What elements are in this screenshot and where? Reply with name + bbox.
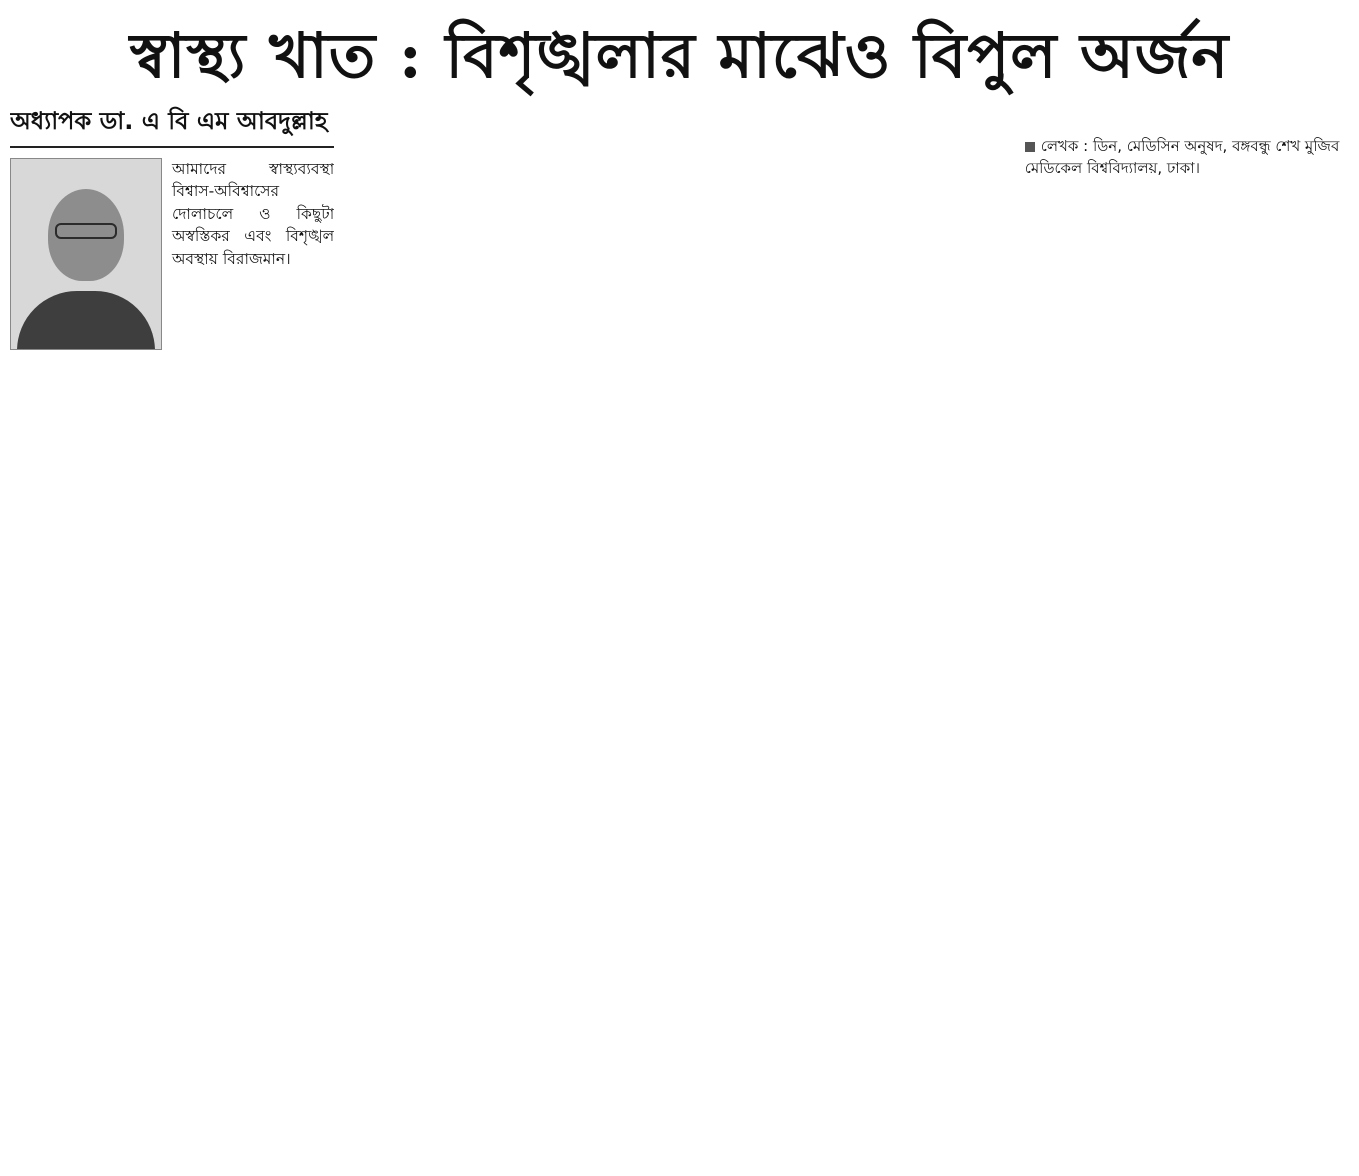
column-3: [687, 102, 1011, 1166]
author-note-text: লেখক : ডিন, মেডিসিন অনুষদ, বঙ্গবন্ধু শেখ মুজিব মেডিকেল বিশ্ববিদ্যালয়, ঢাকা।: [1024, 137, 1340, 177]
author-portrait-icon: [10, 158, 162, 350]
headline: স্বাস্থ্য খাত : বিশৃঙ্খলার মাঝেও বিপুল অর্জন: [129, 19, 1230, 92]
column-4: [1025, 102, 1349, 1166]
article-columns: [10, 102, 1349, 1166]
column-2: [348, 102, 672, 1166]
square-bullet-icon: [1025, 142, 1035, 152]
paragraph: [348, 102, 672, 122]
paragraph: [1025, 102, 1349, 122]
author-note: [1025, 136, 1349, 180]
column-1: [10, 102, 334, 1166]
opening-paragraph: আমাদের স্বাস্থ্যব্যবস্থা বিশ্বাস-অবিশ্বাসের দোলাচলে ও কিছুটা অস্বস্তিকর এবং বিশৃঙ্খল অবস্থায় বিরাজমান।: [172, 160, 335, 268]
byline: অধ্যাপক ডা. এ বি এম আবদুল্লাহ: [10, 102, 334, 148]
paragraph: [687, 102, 1011, 122]
